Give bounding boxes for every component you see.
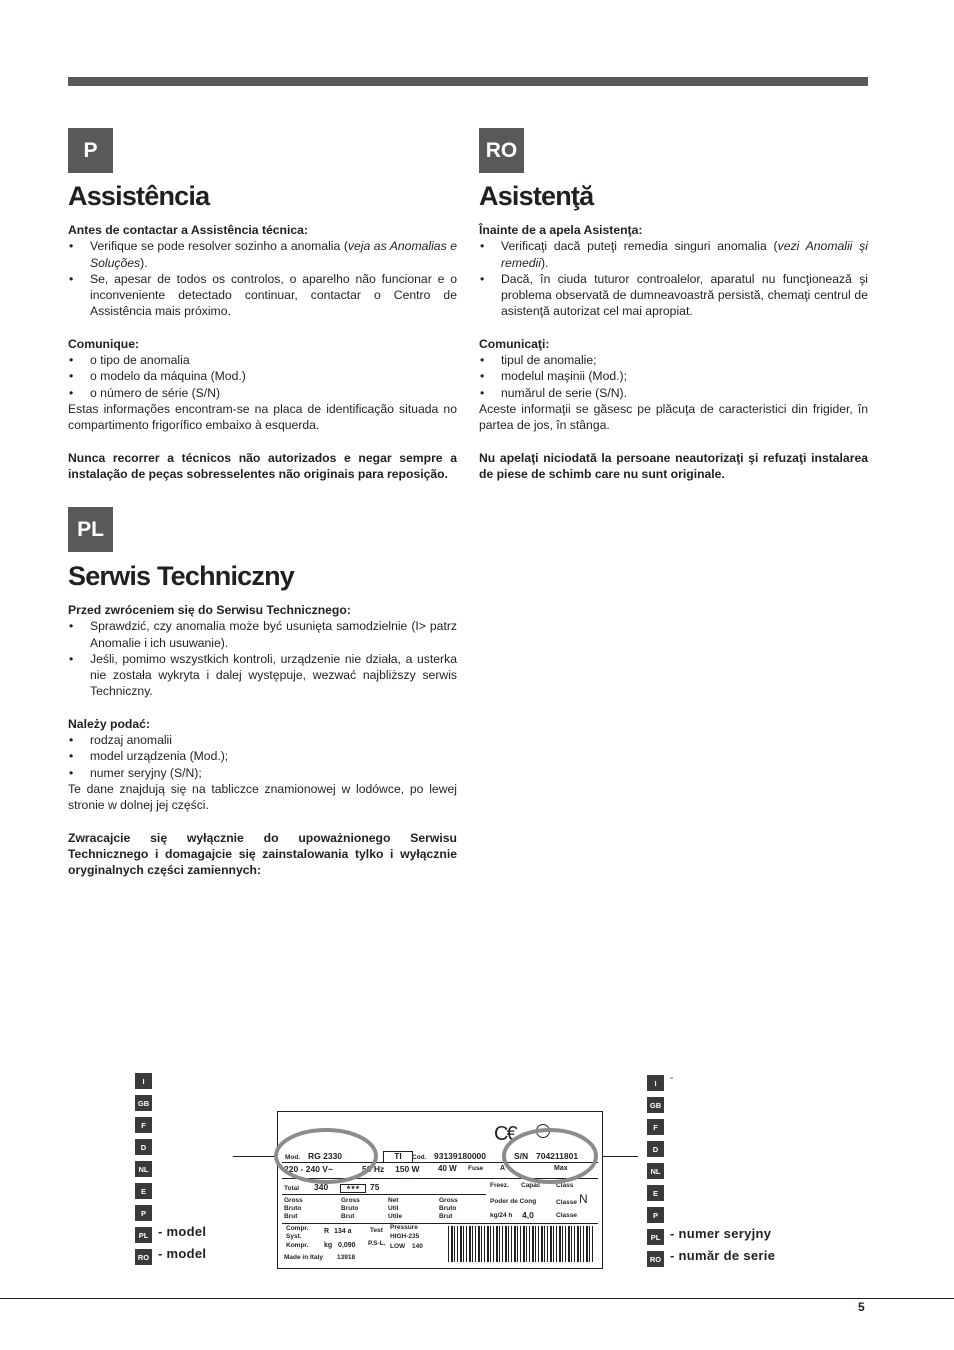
lang-badge-pl: PL [647, 1229, 664, 1245]
kg24-label: kg/24 h [490, 1212, 513, 1219]
language-badge-pl: PL [68, 507, 113, 552]
bullet-list [68, 352, 457, 401]
bullet-list [68, 618, 457, 699]
serial-highlight-circle [504, 1130, 596, 1182]
list-item: • numer seryjny (S/N); [68, 765, 457, 781]
warning-text: Nu apelaţi niciodată la persoane neautorizaţi şi refuzaţi instalarea de piese de schimb care nu sunt originale. [479, 450, 868, 481]
section-title: Serwis Techniczny [68, 561, 294, 591]
list-item: • Sprawdzić, czy anomalia może być usunięta samodzielnie (I> patrz Anomalie i ich usuwanie). [68, 618, 457, 651]
lang-badge-f: F [135, 1117, 152, 1133]
test-label: Test [370, 1227, 383, 1234]
lamp-power: 40 W [438, 1164, 457, 1173]
high-pressure: HIGH-235 [390, 1233, 420, 1240]
total-label: Total [284, 1185, 300, 1192]
low-label: LOW [390, 1243, 406, 1250]
made-in-label: Made in Italy [284, 1254, 324, 1261]
subheading: Comunique: [68, 336, 140, 351]
classe-label: Classe [556, 1212, 577, 1219]
ce-mark-icon: C€ [494, 1123, 516, 1145]
section-title: Asistenţă [479, 181, 594, 211]
psl-label: P.S-L. [368, 1240, 386, 1247]
class-label: Class [556, 1182, 574, 1189]
info-paragraph: Aceste informaţii se găsesc pe plăcuţa de caracteristici din frigider, în partea de jos, în stânga. [479, 401, 868, 433]
legend-serial-ro: - număr de serie [670, 1248, 776, 1263]
refrigerant-label: R [324, 1228, 330, 1235]
list-item: • Dacă, în ciuda tuturor controalelor, aparatul nu funcţionează şi problema observată de dumneavoastră persistă, chemaţi centrul de asistenţă autorizat cel mai apropiat. [479, 271, 868, 320]
lang-badge-i: I [647, 1075, 664, 1091]
lang-badge-p: P [647, 1207, 664, 1223]
language-badge-p: P [68, 128, 113, 173]
lang-badge-nl: NL [647, 1163, 664, 1179]
page-number: 5 [858, 1300, 865, 1314]
lang-badge-f: F [647, 1119, 664, 1135]
freez-label: Freez. [490, 1182, 509, 1189]
dash-mark: - [670, 1073, 674, 1084]
lang-badge-e: E [135, 1183, 152, 1199]
barcode [448, 1226, 594, 1262]
bullet-list [479, 238, 868, 319]
subheading: Antes de contactar a Assistência técnica: [68, 223, 309, 237]
list-item: • numărul de serie (S/N). [479, 385, 868, 401]
classe-label: Classe [556, 1199, 577, 1206]
star-rating-icon: ★★★ [340, 1184, 366, 1193]
lang-badge-gb: GB [135, 1095, 152, 1111]
lang-badge-ro: RO [647, 1251, 664, 1267]
list-item: • Verifique se pode resolver sozinho a anomalia (veja as Anomalias e Soluções). [68, 238, 457, 271]
subheading: Należy podać: [68, 716, 150, 731]
compr-label: Compr. Syst. [286, 1225, 309, 1240]
section-pl [68, 561, 457, 878]
list-item: • o modelo da máquina (Mod.) [68, 368, 457, 384]
lang-badge-e: E [647, 1185, 664, 1201]
mod-label: Mod. [285, 1154, 301, 1161]
list-item: • o número de série (S/N) [68, 385, 457, 401]
list-item: • o tipo de anomalia [68, 352, 457, 368]
model-value: RG 2330 [308, 1151, 343, 1161]
pressure-label: Pressure [390, 1224, 418, 1231]
subheading: Înainte de a apela Asistenţa: [479, 223, 643, 237]
list-item: • model urządzenia (Mod.); [68, 748, 457, 764]
list-item: • modelul maşinii (Mod.); [479, 368, 868, 384]
subheading: Comunicaţi: [479, 336, 550, 351]
cod-value: 93139180000 [434, 1151, 487, 1161]
ti-box: TI [383, 1151, 413, 1163]
info-paragraph: Estas informações encontram-se na placa de identificação situada no compartimento frigorífico embaixo à esquerda. [68, 401, 457, 433]
top-rule [68, 77, 868, 86]
total-value: 340 [314, 1182, 329, 1192]
frequency: 50 Hz [362, 1164, 385, 1174]
lang-badge-nl: NL [135, 1161, 152, 1177]
refrigerant-value: 134 a [334, 1228, 352, 1235]
sn-label: S/N [514, 1151, 529, 1161]
kg-label: kg [324, 1242, 333, 1249]
bottom-rule [0, 1298, 954, 1299]
lang-badge-d: D [647, 1141, 664, 1157]
freezing-capacity: 4,0 [522, 1210, 534, 1220]
made-code: 13918 [337, 1254, 356, 1261]
section-p [68, 181, 457, 482]
language-badge-ro: RO [479, 128, 524, 173]
highlight-circles [270, 1118, 610, 1198]
capac-label: Capac [521, 1182, 541, 1189]
cod-label: Cod. [412, 1154, 427, 1161]
low-pressure: 140 [412, 1243, 423, 1250]
legend-model-ro: - model [158, 1246, 207, 1261]
lang-badge-gb: GB [647, 1097, 664, 1113]
climate-class: N [579, 1192, 588, 1206]
refrigerant-charge: 0,090 [338, 1242, 356, 1249]
legend-serial-pl: - numer seryjny [670, 1226, 772, 1241]
list-item: • Se, apesar de todos os controlos, o aparelho não funcionar e o inconveniente detectado continuar, contactar o Centro de Assistência mais próximo. [68, 271, 457, 320]
fuse-label: Fuse [468, 1165, 484, 1172]
lang-badge-d: D [135, 1139, 152, 1155]
lang-badge-p: P [135, 1205, 152, 1221]
legend-model-pl: - model [158, 1224, 207, 1239]
poder-label: Poder de Cong [490, 1198, 537, 1205]
warning-text: Nunca recorrer a técnicos não autorizados e negar sempre a instalação de peças sobresselentes não originais para reposição. [68, 450, 457, 481]
power: 150 W [395, 1164, 420, 1174]
lang-badge-pl: PL [135, 1227, 152, 1243]
list-item: • Verificaţi dacă puteţi remedia singuri anomalia (vezi Anomalii şi remedii). [479, 238, 868, 271]
kompr-label: Kompr. [286, 1242, 309, 1249]
model-highlight-circle [276, 1130, 376, 1182]
warning-text: Zwracajcie się wyłącznie do upoważnionego Serwisu Technicznego i domagajcie się zainstalowania tylko i wyłącznie oryginalnych części zamiennych: [68, 830, 457, 878]
list-item: • Jeśli, pomimo wszystkich kontroli, urządzenie nie działa, a usterka nie została wykryta i dalej występuje, wezwać najbliższy serwis Techniczny. [68, 651, 457, 700]
info-paragraph: Te dane znajdują się na tabliczce znamionowej w lodówce, po lewej stronie w dolnej jej części. [68, 781, 457, 813]
amp-label: A [500, 1165, 506, 1172]
gross-label: Gross Bruto Brut [341, 1197, 360, 1220]
lang-badge-i: I [135, 1073, 152, 1089]
lang-badge-ro: RO [135, 1249, 152, 1265]
section-title: Assistência [68, 181, 210, 211]
subheading: Przed zwróceniem się do Serwisu Technicznego: [68, 603, 351, 617]
max-label: Max [554, 1165, 568, 1172]
gross-label: Gross Bruto Brut [439, 1197, 458, 1220]
list-item: • tipul de anomalie; [479, 352, 868, 368]
net-label: Net Util Utile [388, 1197, 403, 1220]
freezer-volume: 75 [370, 1182, 380, 1192]
bullet-list [68, 732, 457, 781]
bullet-list [479, 352, 868, 401]
section-ro [479, 181, 868, 482]
list-item: • rodzaj anomalii [68, 732, 457, 748]
voltage: 220 - 240 V~ [284, 1164, 333, 1174]
gross-label: Gross Bruto Brut [284, 1197, 303, 1220]
serial-value: 704211801 [536, 1151, 579, 1161]
bullet-list [68, 238, 457, 319]
